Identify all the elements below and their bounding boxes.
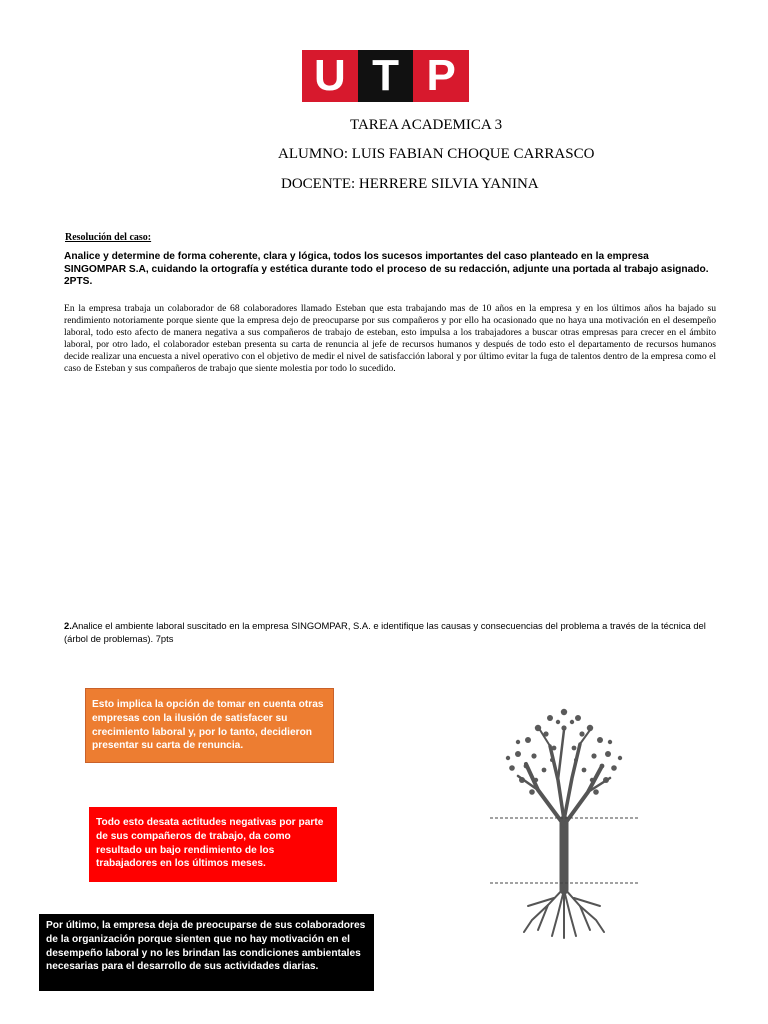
answer-1: En la empresa trabaja un colaborador de 68 colaboradores llamado Esteban que esta trabajando mas de 10 años en la empresa y en los últimos años ha bajado su rendimiento notoriamente porque siente que la empresa dejo de preocuparse por sus compañeros y por ello ha ocasionado que no haya una motivación en el desempeño laboral, todo esto afecto de manera negativa a sus compañeros de trabajo de esteban, esto impulsa a los trabajadores a buscar otras empresas para crecer en el ámbito laboral, por otro lado, el colaborador esteban presenta su carta de renuncia al jefe de recursos humanos y después de todo esto el departamento de recursos humanos decide realizar una encuesta a nivel operativo con el objetivo de medir el nivel de satisfacción laboral y por último evitar la fuga de talentos dentro de la empresa como el caso de Esteban y sus compañeros de trabajo que siente molestia por todo lo sucedido. [64, 303, 716, 374]
logo-letter-p: P [413, 50, 469, 102]
document-title: TAREA ACADEMICA 3 [350, 117, 503, 133]
question-1: Analice y determine de forma coherente, clara y lógica, todos los sucesos importantes del caso planteado en la empresa SINGOMPAR S.A, cuidando la ortografía y estética durante todo el proceso de su redacción, adjunte una portada al trabajo asignado. 2PTS. [64, 251, 709, 287]
resolution-heading: Resolución del caso: [65, 232, 152, 243]
question-2-text: Analice el ambiente laboral suscitado en la empresa SINGOMPAR, S.A. e identifique las causas y consecuencias del problema a través de la técnica del (árbol de problemas). 7pts [64, 620, 706, 644]
consequence-box-orange: Esto implica la opción de tomar en cuenta otras empresas con la ilusión de satisfacer su crecimiento laboral y, por lo tanto, decidieron presentar su carta de renuncia. [85, 688, 334, 763]
student-name: ALUMNO: LUIS FABIAN CHOQUE CARRASCO [278, 146, 595, 162]
question-2-number: 2. [64, 620, 72, 631]
question-2 [64, 620, 714, 645]
logo-letter-u: U [302, 50, 358, 102]
teacher-name: DOCENTE: HERRERE SILVIA YANINA [281, 176, 539, 192]
logo-letter-t: T [358, 50, 414, 102]
cause-box-black: Por último, la empresa deja de preocuparse de sus colaboradores de la organización porque sienten que no hay motivación en el desempeño laboral y no les brindan las condiciones ambientales necesarias para el desarrollo de sus actividades diarias. [39, 914, 374, 991]
utp-logo [302, 50, 469, 102]
problem-box-red: Todo esto desata actitudes negativas por parte de sus compañeros de trabajo, da como resultado un bajo rendimiento de los trabajadores en los últimos meses. [89, 807, 337, 882]
tree-icon [488, 700, 640, 940]
